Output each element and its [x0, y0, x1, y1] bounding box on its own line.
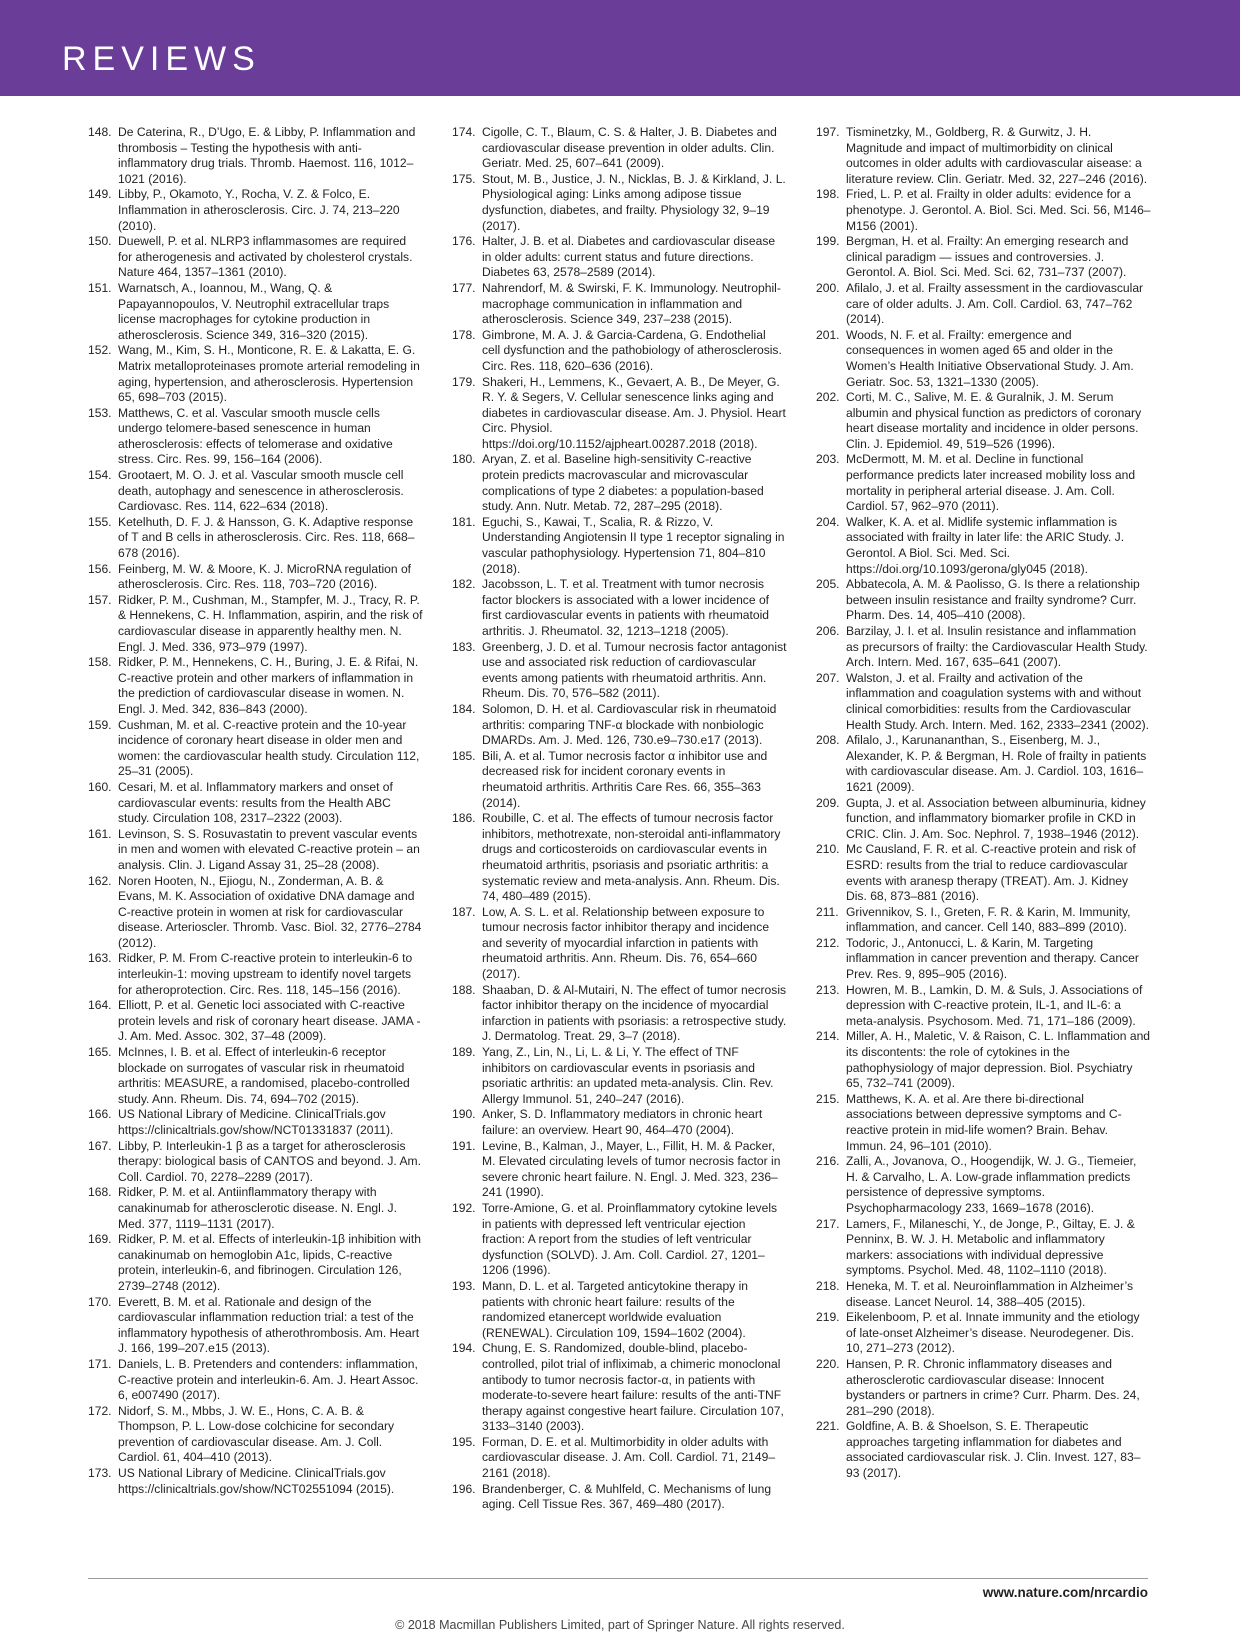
reference-item: [816, 577, 1151, 624]
reference-item: [88, 187, 423, 234]
reference-text: Brandenberger, C. & Muhlfeld, C. Mechanisms of lung aging. Cell Tissue Res. 367, 469–480 (2017).: [482, 1481, 772, 1512]
reference-text: Shaaban, D. & Al-Mutairi, N. The effect of tumor necrosis factor inhibitor therapy on the incidence of myocardial infarction in patients with psoriasis: a retrospective study. J. Dermatolog. Treat. 29, 3–7 (2018).: [482, 982, 787, 1044]
reference-number: 183.: [452, 639, 476, 654]
reference-number: 202.: [816, 390, 840, 405]
reference-item: [88, 125, 423, 187]
reference-text: McDermott, M. M. et al. Decline in functional performance predicts later increased mobility loss and mortality in peripheral arterial disease. J. Am. Coll. Cardiol. 57, 962–970 (2011).: [846, 452, 1136, 514]
reference-number: 201.: [816, 327, 840, 342]
reference-item: [88, 593, 423, 655]
reference-number: 161.: [88, 826, 112, 841]
reference-item: [452, 905, 787, 983]
reference-number: 194.: [452, 1341, 476, 1356]
reference-item: [816, 733, 1151, 795]
reference-number: 182.: [452, 577, 476, 592]
reference-text: Jacobsson, L. T. et al. Treatment with tumor necrosis factor blockers is associated with a lower incidence of first cardiovascular events in patients with rheumatoid arthritis. J. Rheumatol. 32, 1213–1218 (2005).: [482, 577, 770, 638]
reference-text: Ridker, P. M. et al. Effects of interleukin-1β inhibition with canakinumab on hemoglobin A1c, lipids, C-reactive protein, interleukin-6, and fibrinogen. Circulation 126, 2739–2748 (2012).: [118, 1232, 421, 1293]
reference-text: Low, A. S. L. et al. Relationship between exposure to tumour necrosis factor inhibitor therapy and incidence and severity of myocardial infarction in patients with rheumatoid arthritis. Ann. Rheum. Dis. 76, 654–660 (2017).: [482, 904, 770, 982]
reference-text: Eguchi, S., Kawai, T., Scalia, R. & Rizzo, V. Understanding Angiotensin II type 1 receptor signaling in vascular pathophysiology. Hypertension 71, 804–810 (2018).: [482, 514, 785, 576]
reference-item: [816, 905, 1151, 936]
reference-number: 165.: [88, 1045, 112, 1060]
reference-item: [88, 1404, 423, 1466]
reference-number: 156.: [88, 561, 112, 576]
reference-item: [452, 811, 787, 905]
reference-item: [816, 1279, 1151, 1310]
reference-item: [816, 1419, 1151, 1481]
reference-number: 166.: [88, 1107, 112, 1122]
reference-item: [88, 406, 423, 468]
reference-text: Feinberg, M. W. & Moore, K. J. MicroRNA regulation of atherosclerosis. Circ. Res. 118, 703–720 (2016).: [118, 561, 412, 592]
reference-item: [452, 1045, 787, 1107]
reference-item: [452, 515, 787, 577]
reference-item: [88, 655, 423, 717]
reference-item: [88, 1232, 423, 1294]
reference-text: Corti, M. C., Salive, M. E. & Guralnik, J. M. Serum albumin and physical function as predictors of coronary heart disease mortality and incidence in older persons. Clin. J. Epidemiol. 49, 519–526 (1996).: [846, 390, 1142, 451]
reference-text: Barzilay, J. I. et al. Insulin resistance and inflammation as precursors of frailty: the Cardiovascular Health Study. Arch. Intern. Med. 167, 635–641 (2007).: [846, 624, 1148, 670]
reference-number: 199.: [816, 234, 840, 249]
reference-item: [816, 1092, 1151, 1154]
reference-text: Mc Causland, F. R. et al. C-reactive protein and risk of ESRD: results from the trial to reduce cardiovascular events with aranesp therapy (TREAT). Am. J. Kidney Dis. 68, 873–881 (2016).: [846, 842, 1136, 904]
reference-number: 177.: [452, 280, 476, 295]
section-title: REVIEWS: [62, 40, 261, 78]
reference-number: 176.: [452, 234, 476, 249]
reference-text: Shakeri, H., Lemmens, K., Gevaert, A. B., De Meyer, G. R. Y. & Segers, V. Cellular senescence links aging and diabetes in cardiovascular disease. Am. J. Physiol. Heart Circ. Physiol. https://doi.org/10.1152/ajpheart.00287.2018 (2018).: [482, 374, 786, 451]
reference-number: 216.: [816, 1154, 840, 1169]
reference-text: Matthews, K. A. et al. Are there bi-directional associations between depressive symptoms and C-reactive protein in mid-life women? Brain. Behav. Immun. 24, 96–101 (2010).: [846, 1091, 1122, 1153]
reference-text: Aryan, Z. et al. Baseline high-sensitivity C-reactive protein predicts macrovascular and microvascular complications of type 2 diabetes: a population-based study. Ann. Nutr. Metab. 72, 287–295 (2018).: [482, 452, 764, 514]
reference-number: 168.: [88, 1185, 112, 1200]
reference-text: Solomon, D. H. et al. Cardiovascular risk in rheumatoid arthritis: comparing TNF-α blockade with nonbiologic DMARDs. Am. J. Med. 126, 730.e9–730.e17 (2013).: [482, 701, 777, 748]
reference-text: Ridker, P. M. From C-reactive protein to interleukin-6 to interleukin-1: moving upstream to identify novel targets for atheroprotection. Circ. Res. 118, 145–156 (2016).: [118, 951, 413, 997]
reference-number: 210.: [816, 842, 840, 857]
reference-item: [452, 328, 787, 375]
reference-number: 175.: [452, 171, 476, 186]
reference-item: [452, 1139, 787, 1201]
reference-text: Elliott, P. et al. Genetic loci associated with C-reactive protein levels and risk of coronary heart disease. JAMA - J. Am. Med. Assoc. 302, 37–48 (2009).: [118, 998, 421, 1044]
reference-number: 198.: [816, 187, 840, 202]
reference-item: [816, 515, 1151, 577]
reference-number: 193.: [452, 1278, 476, 1293]
reference-text: Noren Hooten, N., Ejiogu, N., Zonderman, A. B. & Evans, M. K. Association of oxidative DNA damage and C-reactive protein in women at risk for cardiovascular disease. Arterioscler. Thromb. Vasc. Biol. 32, 2776–2784 (2012).: [118, 873, 422, 950]
reference-item: [88, 515, 423, 562]
reference-text: Nidorf, S. M., Mbbs, J. W. E., Hons, C. A. B. & Thompson, P. L. Low-dose colchicine for secondary prevention of cardiovascular disease. Am. J. Coll. Cardiol. 61, 404–410 (2013).: [118, 1403, 395, 1465]
reference-text: Levine, B., Kalman, J., Mayer, L., Fillit, H. M. & Packer, M. Elevated circulating levels of tumor necrosis factor in severe chronic heart failure. N. Engl. J. Med. 323, 236–241 (1990).: [482, 1138, 781, 1200]
reference-number: 195.: [452, 1434, 476, 1449]
reference-item: [452, 702, 787, 749]
reference-number: 184.: [452, 701, 476, 716]
copyright-notice: © 2018 Macmillan Publishers Limited, part of Springer Nature. All rights reserved.: [395, 1618, 845, 1632]
reference-number: 190.: [452, 1107, 476, 1122]
reference-text: Lamers, F., Milaneschi, Y., de Jonge, P., Giltay, E. J. & Penninx, B. W. J. H. Metabolic and inflammatory markers: associations with individual depressive symptoms. Psychol. Med. 48, 1102–1110 (2018).: [846, 1216, 1135, 1278]
reference-text: Gupta, J. et al. Association between albuminuria, kidney function, and inflammatory biomarker profile in CKD in CRIC. Clin. J. Am. Soc. Nephrol. 7, 1938–1946 (2012).: [846, 795, 1146, 841]
reference-text: Walston, J. et al. Frailty and activation of the inflammation and coagulation systems with and without clinical comorbidities: results from the Cardiovascular Health Study. Arch. Intern. Med. 162, 2333–2341 (2002).: [846, 670, 1149, 732]
reference-text: Gimbrone, M. A. J. & Garcia-Cardena, G. Endothelial cell dysfunction and the pathobiology of atherosclerosis. Circ. Res. 118, 620–636 (2016).: [482, 327, 782, 373]
reference-text: Matthews, C. et al. Vascular smooth muscle cells undergo telomere-based senescence in human atherosclerosis: effects of telomerase and oxidative stress. Circ. Res. 99, 156–164 (2006).: [118, 405, 393, 467]
reference-text: Cushman, M. et al. C-reactive protein and the 10-year incidence of coronary heart disease in older men and women: the cardiovascular health study. Circulation 112, 25–31 (2005).: [118, 717, 420, 779]
reference-text: Todoric, J., Antonucci, L. & Karin, M. Targeting inflammation in cancer prevention and therapy. Cancer Prev. Res. 9, 895–905 (2016).: [846, 935, 1139, 982]
reference-text: Abbatecola, A. M. & Paolisso, G. Is there a relationship between insulin resistance and frailty syndrome? Curr. Pharm. Des. 14, 405–410 (2008).: [846, 577, 1140, 623]
reference-text: McInnes, I. B. et al. Effect of interleukin-6 receptor blockade on surrogates of vascular risk in rheumatoid arthritis: MEASURE, a randomised, placebo-controlled study. Ann. Rheum. Dis. 74, 694–702 (2015).: [118, 1045, 410, 1106]
reference-item: [816, 1029, 1151, 1091]
reference-item: [88, 1466, 423, 1497]
reference-item: [88, 874, 423, 952]
reference-number: 154.: [88, 468, 112, 483]
reference-number: 180.: [452, 452, 476, 467]
reference-item: [452, 1341, 787, 1435]
reference-item: [816, 671, 1151, 733]
reference-item: [816, 842, 1151, 904]
reference-number: 172.: [88, 1403, 112, 1418]
reference-text: US National Library of Medicine. ClinicalTrials.gov https://clinicaltrials.gov/show/NCT01331837 (2011).: [118, 1107, 394, 1137]
reference-number: 211.: [816, 904, 839, 919]
reference-item: [88, 1139, 423, 1186]
reference-number: 188.: [452, 982, 476, 997]
reference-text: Miller, A. H., Maletic, V. & Raison, C. L. Inflammation and its discontents: the role of cytokines in the pathophysiology of major depression. Biol. Psychiatry 65, 732–741 (2009).: [846, 1029, 1151, 1091]
footer-divider: [88, 1578, 1148, 1579]
reference-item: [88, 1295, 423, 1357]
reference-number: 155.: [88, 514, 112, 529]
reference-number: 197.: [816, 125, 840, 139]
reference-item: [88, 562, 423, 593]
reference-text: Afilalo, J. et al. Frailty assessment in the cardiovascular care of older adults. J. Am. Coll. Cardiol. 63, 747–762 (2014).: [846, 280, 1144, 327]
reference-number: 208.: [816, 733, 840, 748]
reference-item: [452, 234, 787, 281]
reference-number: 149.: [88, 187, 112, 202]
reference-item: [88, 1185, 423, 1232]
reference-number: 207.: [816, 670, 840, 685]
reference-item: [452, 640, 787, 702]
reference-number: 162.: [88, 873, 112, 888]
reference-text: Halter, J. B. et al. Diabetes and cardiovascular disease in older adults: current status and future directions. Diabetes 63, 2578–2589 (2014).: [482, 234, 776, 280]
reference-text: Wang, M., Kim, S. H., Monticone, R. E. & Lakatta, E. G. Matrix metalloproteinases promote arterial remodeling in aging, hypertension, and atherosclerosis. Hypertension 65, 698–703 (2015).: [118, 343, 420, 405]
reference-text: Chung, E. S. Randomized, double-blind, placebo-controlled, pilot trial of infliximab, a chimeric monoclonal antibody to tumor necrosis factor-α, in patients with moderate-to-severe heart failure: results of the anti-TNF therapy against congestive heart failure. Circulation 107, 3133–3140 (2003).: [482, 1341, 784, 1434]
reference-text: Stout, M. B., Justice, J. N., Nicklas, B. J. & Kirkland, J. L. Physiological aging: Links among adipose tissue dysfunction, diabetes, and frailty. Physiology 32, 9–19 (2017).: [482, 171, 786, 233]
reference-text: Howren, M. B., Lamkin, D. M. & Suls, J. Associations of depression with C-reactive protein, IL-1, and IL-6: a meta-analysis. Psychosom. Med. 71, 171–186 (2009).: [846, 982, 1143, 1028]
reference-number: 174.: [452, 125, 476, 139]
reference-item: [452, 577, 787, 639]
reference-item: [452, 1201, 787, 1279]
reference-item: [452, 125, 787, 172]
reference-number: 153.: [88, 405, 112, 420]
reference-item: [88, 234, 423, 281]
reference-text: Ketelhuth, D. F. J. & Hansson, G. K. Adaptive response of T and B cells in atherosclerosis. Circ. Res. 118, 668–678 (2016).: [118, 514, 415, 561]
reference-number: 196.: [452, 1481, 476, 1496]
reference-text: Torre-Amione, G. et al. Proinflammatory cytokine levels in patients with depressed left ventricular ejection fraction: A report from the studies of left ventricular dysfunction (SOLVD). J. Am. Coll. Cardiol. 27, 1201–1206 (1996).: [482, 1200, 778, 1278]
reference-text: Levinson, S. S. Rosuvastatin to prevent vascular events in men and women with elevated C-reactive protein – an analysis. Clin. J. Ligand Assay 31, 25–28 (2008).: [118, 826, 420, 872]
reference-text: Ridker, P. M. et al. Antiinflammatory therapy with canakinumab for atherosclerotic disease. N. Engl. J. Med. 377, 1119–1131 (2017).: [118, 1185, 397, 1231]
reference-text: Bergman, H. et al. Frailty: An emerging research and clinical paradigm — issues and controversies. J. Gerontol. A. Biol. Sci. Med. Sci. 62, 731–737 (2007).: [846, 234, 1129, 280]
reference-number: 179.: [452, 374, 476, 389]
reference-number: 185.: [452, 748, 476, 763]
reference-item: [452, 749, 787, 811]
reference-number: 170.: [88, 1294, 112, 1309]
reference-item: [452, 281, 787, 328]
reference-item: [88, 998, 423, 1045]
reference-item: [816, 796, 1151, 843]
reference-text: Mann, D. L. et al. Targeted anticytokine therapy in patients with chronic heart failure: results of the randomized etanercept worldwide evaluation (RENEWAL). Circulation 109, 1594–1602 (2004).: [482, 1278, 748, 1340]
reference-item: [88, 780, 423, 827]
reference-text: Walker, K. A. et al. Midlife systemic inflammation is associated with frailty in later life: the ARIC Study. J. Gerontol. A Biol. Sci. Med. Sci. https://doi.org/10.1093/gerona/gly045 (2018).: [846, 514, 1125, 576]
reference-item: [88, 1357, 423, 1404]
reference-number: 151.: [88, 280, 112, 295]
reference-text: Daniels, L. B. Pretenders and contenders: inflammation, C-reactive protein and interleukin-6. Am. J. Heart Assoc. 6, e007490 (2017).: [118, 1356, 419, 1403]
reference-text: US National Library of Medicine. ClinicalTrials.gov https://clinicaltrials.gov/show/NCT02551094 (2015).: [118, 1466, 395, 1496]
reference-item: [816, 624, 1151, 671]
section-header-bar: [0, 0, 1240, 96]
reference-item: [816, 983, 1151, 1030]
reference-number: 212.: [816, 935, 840, 950]
reference-number: 219.: [816, 1310, 840, 1325]
reference-number: 187.: [452, 904, 476, 919]
reference-text: Tisminetzky, M., Goldberg, R. & Gurwitz, J. H. Magnitude and impact of multimorbidity on clinical outcomes in older adults with cardiovascular aisease: a literature review. Clin. Geriatr. Med. 32, 227–246 (2016).: [846, 125, 1148, 186]
reference-text: Libby, P. Interleukin-1 β as a target for atherosclerosis therapy: biological basis of CANTOS and beyond. J. Am. Coll. Cardiol. 70, 2278–2289 (2017).: [118, 1138, 421, 1184]
reference-item: [452, 375, 787, 453]
reference-item: [816, 1217, 1151, 1279]
reference-number: 178.: [452, 327, 476, 342]
reference-text: Ridker, P. M., Cushman, M., Stampfer, M. J., Tracy, R. P. & Hennekens, C. H. Inflammation, aspirin, and the risk of cardiovascular disease in apparently healthy men. N. Engl. J. Med. 336, 973–979 (1997).: [118, 592, 423, 654]
reference-item: [816, 328, 1151, 390]
reference-number: 215.: [816, 1091, 840, 1106]
reference-number: 205.: [816, 577, 840, 592]
reference-text: Duewell, P. et al. NLRP3 inflammasomes are required for atherogenesis and activated by cholesterol crystals. Nature 464, 1357–1361 (2010).: [118, 234, 413, 280]
reference-item: [816, 234, 1151, 281]
reference-text: Greenberg, J. D. et al. Tumour necrosis factor antagonist use and associated risk reduction of cardiovascular events among patients with rheumatoid arthritis. Ann. Rheum. Dis. 70, 576–582 (2011).: [482, 639, 787, 701]
reference-text: Ridker, P. M., Hennekens, C. H., Buring, J. E. & Rifai, N. C-reactive protein and other markers of inflammation in the prediction of cardiovascular disease in women. N. Engl. J. Med. 342, 836–843 (2000).: [118, 655, 419, 716]
reference-text: Eikelenboom, P. et al. Innate immunity and the etiology of late-onset Alzheimer’s disease. Neurodegener. Dis. 10, 271–273 (2012).: [846, 1310, 1140, 1356]
reference-number: 163.: [88, 951, 112, 966]
reference-number: 192.: [452, 1200, 476, 1215]
reference-number: 221.: [816, 1419, 840, 1434]
reference-text: Bili, A. et al. Tumor necrosis factor α inhibitor use and decreased risk for incident coronary events in rheumatoid arthritis. Arthritis Care Res. 66, 355–363 (2014).: [482, 748, 768, 810]
reference-item: [452, 1482, 787, 1513]
reference-column-3: [816, 125, 1151, 1482]
reference-number: 150.: [88, 234, 112, 249]
reference-text: Everett, B. M. et al. Rationale and design of the cardiovascular inflammation reduction trial: a test of the inflammatory hypothesis of atherothrombosis. Am. Heart J. 166, 199–207.e15 (2013).: [118, 1294, 420, 1356]
reference-item: [816, 281, 1151, 328]
reference-number: 158.: [88, 655, 112, 670]
reference-number: 204.: [816, 514, 840, 529]
reference-number: 206.: [816, 624, 840, 638]
reference-text: Heneka, M. T. et al. Neuroinflammation in Alzheimer’s disease. Lancet Neurol. 14, 388–405 (2015).: [846, 1278, 1134, 1309]
reference-text: De Caterina, R., D’Ugo, E. & Libby, P. Inflammation and thrombosis – Testing the hypothesis with anti-inflammatory drug trials. Thromb. Haemost. 116, 1012–1021 (2016).: [118, 125, 416, 186]
reference-item: [88, 468, 423, 515]
reference-number: 159.: [88, 717, 112, 732]
reference-text: Forman, D. E. et al. Multimorbidity in older adults with cardiovascular disease. J. Am. Coll. Cardiol. 71, 2149–2161 (2018).: [482, 1434, 776, 1481]
reference-column-2: [452, 125, 787, 1513]
reference-number: 213.: [816, 982, 840, 997]
reference-item: [816, 1310, 1151, 1357]
reference-text: Fried, L. P. et al. Frailty in older adults: evidence for a phenotype. J. Gerontol. A. Biol. Sci. Med. Sci. 56, M146–M156 (2001).: [846, 187, 1151, 233]
reference-number: 186.: [452, 811, 476, 826]
reference-number: 164.: [88, 998, 112, 1013]
reference-text: Roubille, C. et al. The effects of tumour necrosis factor inhibitors, methotrexate, non-steroidal anti-inflammatory drugs and corticosteroids on cardiovascular events in rheumatoid arthritis, psoriasis and psoriatic arthritis: a systematic review and meta-analysis. Ann. Rheum. Dis. 74, 480–489 (2015).: [482, 811, 781, 904]
reference-text: Anker, S. D. Inflammatory mediators in chronic heart failure: an overview. Heart 90, 464–470 (2004).: [482, 1107, 763, 1137]
reference-item: [452, 452, 787, 514]
reference-text: Woods, N. F. et al. Frailty: emergence and consequences in women aged 65 and older in the Women’s Health Initiative Observational Study. J. Am. Geriatr. Soc. 53, 1321–1330 (2005).: [846, 327, 1134, 389]
reference-number: 173.: [88, 1466, 112, 1481]
reference-text: Nahrendorf, M. & Swirski, F. K. Immunology. Neutrophil-macrophage communication in inflammation and atherosclerosis. Science 349, 237–238 (2015).: [482, 280, 781, 327]
reference-text: Grootaert, M. O. J. et al. Vascular smooth muscle cell death, autophagy and senescence in atherosclerosis. Cardiovasc. Res. 114, 622–634 (2018).: [118, 468, 404, 514]
reference-text: Cigolle, C. T., Blaum, C. S. & Halter, J. B. Diabetes and cardiovascular disease prevention in older adults. Clin. Geriatr. Med. 25, 607–641 (2009).: [482, 125, 777, 171]
reference-number: 148.: [88, 125, 112, 139]
reference-item: [816, 187, 1151, 234]
reference-text: Zalli, A., Jovanova, O., Hoogendijk, W. J. G., Tiemeier, H. & Carvalho, L. A. Low-grade inflammation predicts persistence of depressive symptoms. Psychopharmacology 233, 1669–1678 (2016).: [846, 1154, 1137, 1215]
journal-url-link[interactable]: www.nature.com/nrcardio: [982, 1585, 1148, 1600]
reference-number: 167.: [88, 1138, 112, 1153]
reference-item: [452, 1435, 787, 1482]
reference-item: [452, 1279, 787, 1341]
reference-text: Warnatsch, A., Ioannou, M., Wang, Q. & Papayannopoulos, V. Neutrophil extracellular traps license macrophages for cytokine production in atherosclerosis. Science 349, 316–320 (2015).: [118, 280, 390, 342]
reference-number: 214.: [816, 1029, 840, 1044]
reference-number: 160.: [88, 779, 112, 794]
reference-number: 220.: [816, 1356, 840, 1371]
reference-number: 169.: [88, 1232, 112, 1247]
reference-number: 189.: [452, 1045, 476, 1060]
reference-column-1: [88, 125, 423, 1497]
reference-item: [816, 936, 1151, 983]
reference-item: [88, 281, 423, 343]
reference-text: Hansen, P. R. Chronic inflammatory diseases and atherosclerotic cardiovascular disease: Innocent bystanders or partners in crime? Curr. Pharm. Des. 24, 281–290 (2018).: [846, 1356, 1140, 1418]
reference-item: [816, 125, 1151, 187]
reference-text: Cesari, M. et al. Inflammatory markers and onset of cardiovascular events: results from the Health ABC study. Circulation 108, 2317–2322 (2003).: [118, 779, 393, 826]
reference-item: [452, 1107, 787, 1138]
reference-item: [88, 827, 423, 874]
reference-item: [88, 951, 423, 998]
reference-number: 209.: [816, 795, 840, 810]
reference-text: Afilalo, J., Karunananthan, S., Eisenberg, M. J., Alexander, K. P. & Bergman, H. Role of frailty in patients with cardiovascular disease. Am. J. Cardiol. 103, 1616–1621 (2009).: [846, 733, 1147, 794]
reference-item: [452, 983, 787, 1045]
reference-number: 200.: [816, 280, 840, 295]
reference-text: Libby, P., Okamoto, Y., Rocha, V. Z. & Folco, E. Inflammation in atherosclerosis. Circ. J. 74, 213–220 (2010).: [118, 187, 400, 233]
reference-number: 152.: [88, 343, 112, 358]
reference-number: 218.: [816, 1278, 840, 1293]
reference-text: Yang, Z., Lin, N., Li, L. & Li, Y. The effect of TNF inhibitors on cardiovascular events in psoriasis and psoriatic arthritis: an updated meta-analysis. Clin. Rev. Allergy Immunol. 51, 240–247 (2016).: [482, 1045, 774, 1106]
reference-item: [88, 1045, 423, 1107]
reference-number: 181.: [452, 514, 476, 529]
reference-text: Goldfine, A. B. & Shoelson, S. E. Therapeutic approaches targeting inflammation for diabetes and associated cardiovascular risk. J. Clin. Invest. 127, 83–93 (2017).: [846, 1419, 1141, 1481]
reference-text: Grivennikov, S. I., Greten, F. R. & Karin, M. Immunity, inflammation, and cancer. Cell 140, 883–899 (2010).: [846, 904, 1131, 935]
reference-number: 217.: [816, 1216, 840, 1231]
reference-item: [816, 390, 1151, 452]
reference-item: [816, 452, 1151, 514]
reference-item: [816, 1357, 1151, 1419]
reference-item: [88, 718, 423, 780]
reference-number: 171.: [88, 1356, 112, 1371]
reference-item: [452, 172, 787, 234]
reference-item: [816, 1154, 1151, 1216]
reference-number: 203.: [816, 452, 840, 467]
reference-item: [88, 343, 423, 405]
reference-item: [88, 1107, 423, 1138]
reference-number: 191.: [452, 1138, 476, 1153]
reference-number: 157.: [88, 592, 112, 607]
